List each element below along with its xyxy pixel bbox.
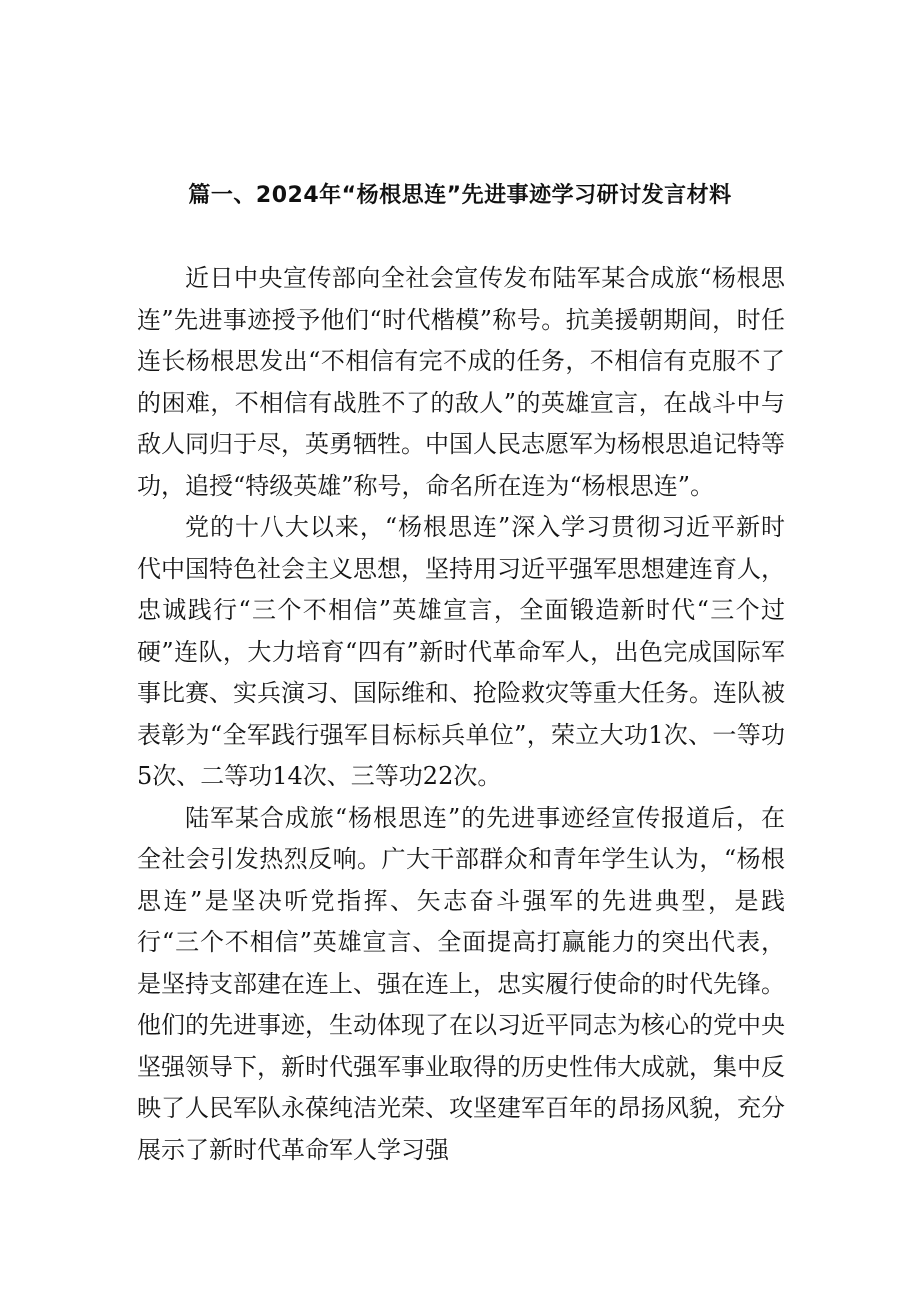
paragraph-1: 近日中央宣传部向全社会宣传发布陆军某合成旅“杨根思连”先进事迹授予他们“时代楷模”称号。抗美援朝期间，时任连长杨根思发出“不相信有完不成的任务，不相信有克服不了的困难，不相信有战胜不了的敌人”的英雄宣言，在战斗中与敌人同归于尽，英勇牺牲。中国人民志愿军为杨根思追记特等功，追授“特级英雄”称号，命名所在连为“杨根思连”。 bbox=[137, 264, 785, 500]
paragraph-2: 党的十八大以来，“杨根思连”深入学习贯彻习近平新时代中国特色社会主义思想，坚持用习近平强军思想建连育人，忠诚践行“三个不相信”英雄宣言，全面锻造新时代“三个过硬”连队，大力培育“四有”新时代革命军人，出色完成国际军事比赛、实兵演习、国际维和、抢险救灾等重大任务。连队被表彰为“全军践行强军目标标兵单位”，荣立大功1次、一等功5次、二等功14次、三等功22次。 bbox=[137, 513, 785, 790]
document-body bbox=[137, 258, 785, 1171]
document-title: 篇一、2024年“杨根思连”先进事迹学习研讨发言材料 bbox=[188, 183, 732, 208]
paragraph-3: 陆军某合成旅“杨根思连”的先进事迹经宣传报道后，在全社会引发热烈反响。广大干部群众和青年学生认为，“杨根思连”是坚决听党指挥、矢志奋斗强军的先进典型，是践行“三个不相信”英雄宣言、全面提高打赢能力的突出代表，是坚持支部建在连上、强在连上，忠实履行使命的时代先锋。他们的先进事迹，生动体现了在以习近平同志为核心的党中央坚强领导下，新时代强军事业取得的历史性伟大成就，集中反映了人民军队永葆纯洁光荣、攻坚建军百年的昂扬风貌，充分展示了新时代革命军人学习强 bbox=[137, 803, 785, 1164]
